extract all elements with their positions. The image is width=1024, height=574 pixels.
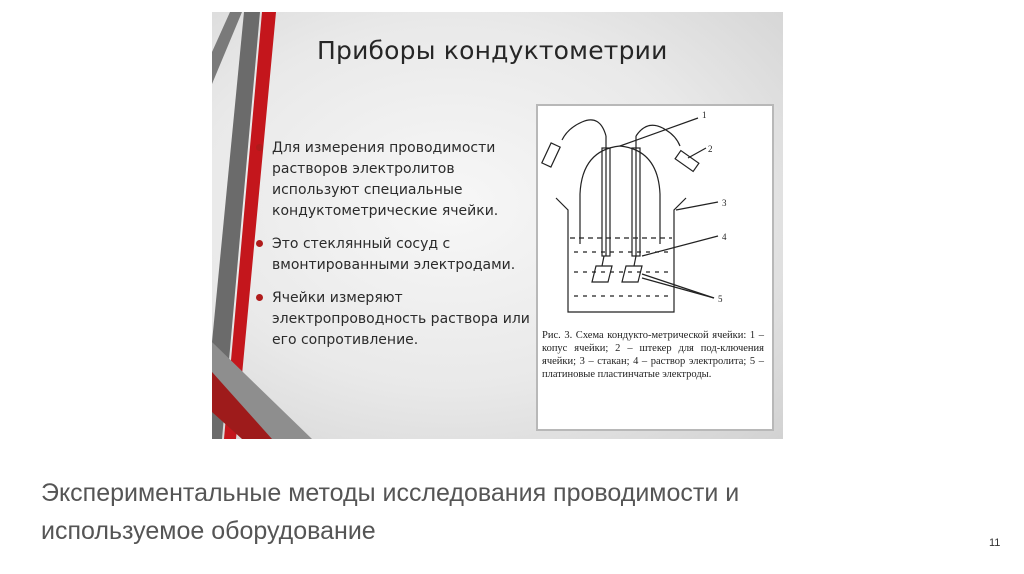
slide-title: Приборы кондуктометрии: [317, 36, 668, 65]
bullet-dot: [256, 294, 263, 301]
figure-caption: Рис. 3. Схема кондукто-метрической ячейки: 1 – копус ячейки; 2 – штекер для под-ключения ячейки; 3 – стакан; 4 – раствор электролита; 5 – платиновые пластинчатые электроды.: [542, 330, 764, 380]
page-title: Экспериментальные методы исследования проводимости и используемое оборудование: [41, 479, 740, 545]
beaker: [556, 198, 686, 312]
bullet-list: [256, 138, 531, 363]
figure-label-3: 3: [722, 198, 727, 208]
cell-body: [580, 146, 660, 244]
bullet-text: Это стеклянный сосуд с вмонтированными электродами.: [272, 236, 516, 273]
bullet-item: [256, 234, 531, 276]
bullet-dot: [256, 240, 263, 247]
bullet-item: [256, 138, 531, 222]
figure-label-1: 1: [702, 110, 707, 120]
bullet-text: Для измерения проводимости растворов электролитов используют специальные кондуктометрические ячейки.: [272, 140, 499, 219]
slide-image: [212, 12, 783, 439]
page-number: 11: [989, 537, 1001, 549]
conductometric-cell-figure: [536, 104, 774, 431]
bullet-item: [256, 288, 531, 351]
figure-label-4: 4: [722, 232, 727, 242]
cell-scheme-diagram: [538, 106, 772, 328]
bullet-text: Ячейки измеряют электропроводность раствора или его сопротивление.: [272, 290, 530, 348]
figure-label-2: 2: [708, 144, 713, 154]
figure-label-5: 5: [718, 294, 723, 304]
bullet-dot: [256, 144, 263, 151]
